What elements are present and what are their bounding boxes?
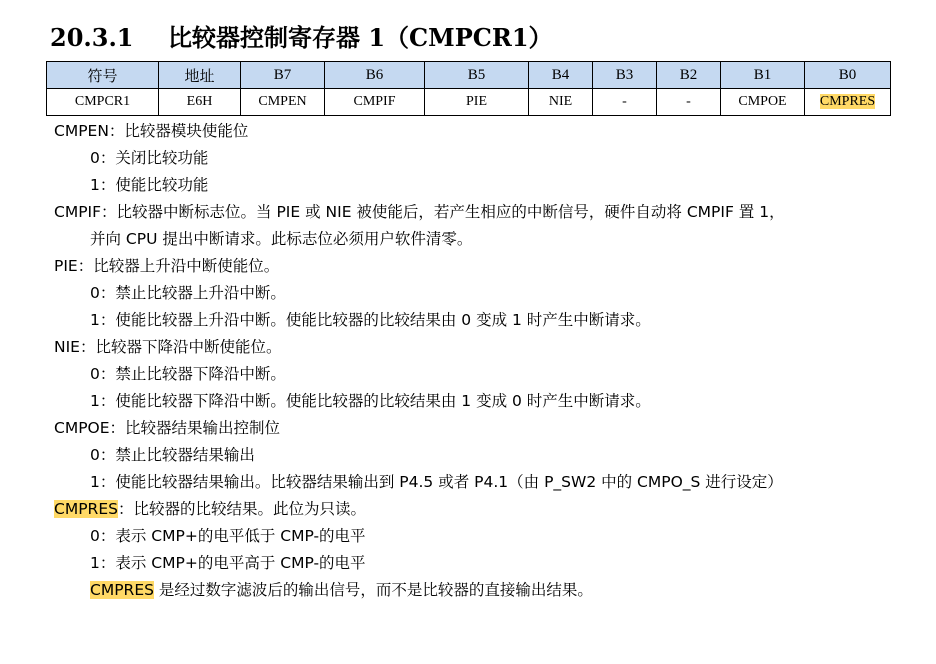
cmpres-option-0: 0：表示 CMP+的电平低于 CMP-的电平 (90, 527, 366, 545)
value-cell: E6H (159, 89, 241, 116)
header-cell: B7 (241, 62, 325, 89)
pie-title: PIE：比较器上升沿中断使能位。 (54, 257, 280, 275)
cmpres-note-rest: 是经过数字滤波后的输出信号，而不是比较器的直接输出结果。 (153, 581, 593, 599)
header-cell: B0 (805, 62, 891, 89)
nie-option-1: 1：使能比较器下降沿中断。使能比较器的比较结果由 1 变成 0 时产生中断请求。 (90, 392, 651, 410)
cmpres-note (54, 577, 914, 604)
value-cell: PIE (425, 89, 529, 116)
value-cell: - (593, 89, 657, 116)
cmpen-option-0: 0：关闭比较功能 (90, 149, 209, 167)
value-cell: CMPEN (241, 89, 325, 116)
nie-title: NIE：比较器下降沿中断使能位。 (54, 338, 282, 356)
register-header-row (47, 62, 891, 89)
cmpen-option-1: 1：使能比较功能 (90, 176, 209, 194)
header-cell: B1 (721, 62, 805, 89)
value-cell: CMPIF (325, 89, 425, 116)
register-table (46, 61, 891, 116)
header-cell: 符号 (47, 62, 159, 89)
header-cell: B4 (529, 62, 593, 89)
register-value-row (47, 89, 891, 116)
header-cell: 地址 (159, 62, 241, 89)
bit-descriptions (54, 118, 914, 604)
section-title: 比较器控制寄存器 1（CMPCR1） (168, 23, 553, 52)
cmpen-title: CMPEN：比较器模块使能位 (54, 122, 249, 140)
value-cell: NIE (529, 89, 593, 116)
value-cell: CMPCR1 (47, 89, 159, 116)
header-cell: B3 (593, 62, 657, 89)
cmpif-description: CMPIF：比较器中断标志位。当 PIE 或 NIE 被使能后，若产生相应的中断信号，硬件自动将 CMPIF 置 1， (54, 203, 785, 221)
cmpres-option-1: 1：表示 CMP+的电平高于 CMP-的电平 (90, 554, 366, 572)
cmpres-title (54, 496, 914, 523)
cmpres-title-highlight: CMPRES (54, 500, 118, 518)
pie-option-0: 0：禁止比较器上升沿中断。 (90, 284, 286, 302)
header-cell: B5 (425, 62, 529, 89)
header-cell: B6 (325, 62, 425, 89)
pie-option-1: 1：使能比较器上升沿中断。使能比较器的比较结果由 0 变成 1 时产生中断请求。 (90, 311, 651, 329)
section-heading (50, 18, 553, 53)
section-number: 20.3.1 (50, 23, 134, 52)
cmpoe-option-0: 0：禁止比较器结果输出 (90, 446, 255, 464)
nie-option-0: 0：禁止比较器下降沿中断。 (90, 365, 286, 383)
cmpres-title-rest: ：比较器的比较结果。此位为只读。 (117, 500, 366, 518)
cmpres-note-highlight: CMPRES (90, 581, 154, 599)
cmpif-description-cont: 并向 CPU 提出中断请求。此标志位必须用户软件清零。 (90, 230, 473, 248)
cmpoe-option-1: 1：使能比较器结果输出。比较器结果输出到 P4.5 或者 P4.1（由 P_SW2 中的 CMPO_S 进行设定） (90, 473, 783, 491)
header-cell: B2 (657, 62, 721, 89)
value-cell: CMPOE (721, 89, 805, 116)
cmpoe-title: CMPOE：比较器结果输出控制位 (54, 419, 281, 437)
value-cell-cmpres (805, 89, 891, 116)
cmpres-highlight: CMPRES (819, 94, 876, 109)
value-cell: - (657, 89, 721, 116)
